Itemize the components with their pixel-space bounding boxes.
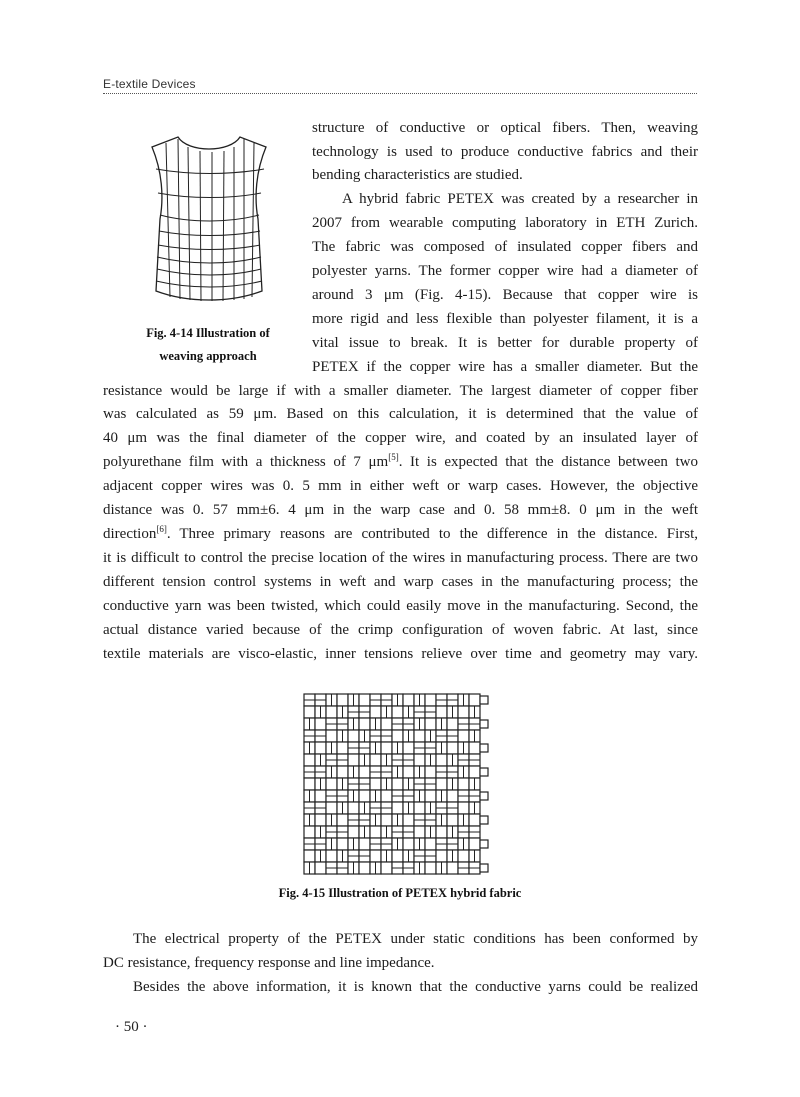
weave-cell (447, 742, 458, 754)
weave-cell (392, 730, 403, 742)
text-line: distance was 0. 57 mm±6. 4 μm in the warp case and 0. 58 mm±8. 0 μm in the weft (103, 502, 698, 518)
weave-cell (425, 790, 436, 802)
selvage-loop (480, 696, 488, 704)
text-line: vital issue to break. It is better for durable property of (312, 335, 698, 351)
weave-cell (337, 766, 348, 778)
weave-cell (425, 766, 436, 778)
weave-cell (315, 814, 326, 826)
weave-cell (326, 850, 337, 862)
weave-cell (425, 838, 436, 850)
text-line: PETEX if the copper wire has a smaller diameter. But the (312, 359, 698, 375)
text-line: polyester yarns. The former copper wire had a diameter of (312, 263, 698, 279)
weave-cell (315, 742, 326, 754)
weave-cell (458, 730, 469, 742)
text-line: was calculated as 59 μm. Based on this calculation, it is determined that the value of (103, 406, 698, 422)
running-header: E-textile Devices (103, 77, 196, 91)
weave-cell (304, 778, 315, 790)
weave-cell (304, 754, 315, 766)
weave-cell (425, 862, 436, 874)
text-line: A hybrid fabric PETEX was created by a researcher in (342, 191, 698, 207)
text-line (103, 524, 698, 544)
selvage-loop (480, 840, 488, 848)
weave-cell (469, 742, 480, 754)
weave-cell (414, 754, 425, 766)
selvage-loop (480, 816, 488, 824)
citation-ref-6[interactable]: [6] (156, 524, 167, 534)
weave-cell (348, 730, 359, 742)
weave-cell (348, 754, 359, 766)
weave-cell (392, 802, 403, 814)
figure-caption-4-15: Fig. 4-15 Illustration of PETEX hybrid fabric (278, 886, 522, 900)
weave-cell (425, 694, 436, 706)
woven-vest-illustration (130, 127, 290, 327)
text-line: 40 μm was the final diameter of the copper wire, and coated by an insulated layer of (103, 430, 698, 446)
weave-cell (392, 706, 403, 718)
text-segment: polyurethane film with a thickness of 7 μm (103, 454, 389, 470)
weave-cell (403, 742, 414, 754)
weave-cell (370, 706, 381, 718)
weave-cell (348, 802, 359, 814)
text-line: bending characteristics are studied. (312, 167, 523, 183)
weave-cell (381, 862, 392, 874)
weave-cell (414, 826, 425, 838)
weave-cell (348, 826, 359, 838)
weave-cell (381, 718, 392, 730)
weave-cell (381, 814, 392, 826)
weave-cell (370, 754, 381, 766)
text-line: Besides the above information, it is known that the conductive yarns could be realized (133, 979, 698, 995)
page-number: · 50 · (115, 1019, 148, 1035)
text-line: different tension control systems in weft and warp cases in the manufacturing process; the (103, 574, 698, 590)
text-line: The electrical property of the PETEX under static conditions has been conformed by (133, 931, 698, 947)
weave-cell (337, 838, 348, 850)
text-line: 2007 from wearable computing laboratory in ETH Zurich. (312, 215, 698, 231)
weave-cell (392, 778, 403, 790)
weave-cell (359, 694, 370, 706)
weave-cell (447, 862, 458, 874)
caption-line: weaving approach (159, 349, 257, 363)
figure-caption-4-14 (118, 322, 298, 368)
weave-cell (337, 742, 348, 754)
weave-cell (304, 826, 315, 838)
weave-cell (469, 838, 480, 850)
text-line: DC resistance, frequency response and line impedance. (103, 955, 435, 971)
weave-cell (315, 718, 326, 730)
weave-cell (326, 802, 337, 814)
caption-line: Fig. 4-14 Illustration of (146, 326, 270, 340)
weave-cell (447, 790, 458, 802)
weave-cell (359, 766, 370, 778)
weave-cell (392, 850, 403, 862)
weave-cell (370, 778, 381, 790)
weave-cell (436, 778, 447, 790)
weave-cell (469, 694, 480, 706)
weave-cell (458, 850, 469, 862)
text-line: more rigid and less flexible than polyester filament, it is a (312, 311, 698, 327)
selvage-loop (480, 792, 488, 800)
weave-cell (414, 730, 425, 742)
weave-cell (326, 730, 337, 742)
weave-cell (326, 706, 337, 718)
text-line: structure of conductive or optical fibers. Then, weaving (312, 120, 698, 136)
weave-cell (304, 850, 315, 862)
text-segment: . Three primary reasons are contributed to the difference in the distance. First, (166, 526, 698, 542)
header-divider (103, 93, 697, 94)
text-segment: . It is expected that the distance between two (398, 454, 699, 470)
text-line: adjacent copper wires was 0. 5 mm in either weft or warp cases. However, the objective (103, 478, 698, 494)
text-line (103, 452, 698, 472)
weave-cell (436, 754, 447, 766)
weave-cell (359, 790, 370, 802)
text-line: actual distance varied because of the crimp configuration of woven fabric. At last, since (103, 622, 698, 638)
weave-cell (370, 826, 381, 838)
weave-cell (447, 814, 458, 826)
weave-cell (414, 802, 425, 814)
weave-cell (370, 850, 381, 862)
text-line: around 3 μm (Fig. 4-15). Because that copper wire is (312, 287, 698, 303)
weave-cell (458, 802, 469, 814)
text-line: The fabric was composed of insulated copper fibers and (312, 239, 698, 255)
selvage-loop (480, 768, 488, 776)
weave-cell (403, 766, 414, 778)
citation-ref-5[interactable]: [5] (388, 452, 399, 462)
weave-cell (436, 850, 447, 862)
text-segment: direction (103, 526, 157, 542)
weave-cell (425, 718, 436, 730)
weave-cell (315, 790, 326, 802)
text-line: it is difficult to control the precise location of the wires in manufacturing process. There are two (103, 550, 698, 566)
weave-cell (469, 814, 480, 826)
selvage-loop (480, 720, 488, 728)
text-line: technology is used to produce conductive fabrics and their (312, 144, 698, 160)
weave-cell (458, 706, 469, 718)
weave-cell (359, 838, 370, 850)
weave-cell (315, 862, 326, 874)
text-line: textile materials are visco-elastic, inner tensions relieve over time and geometry may vary. (103, 646, 698, 662)
selvage-loop (480, 744, 488, 752)
weave-cell (469, 766, 480, 778)
text-line: conductive yarn was been twisted, which could easily move in the manufacturing. Second, the (103, 598, 698, 614)
weave-cell (403, 694, 414, 706)
weave-cell (326, 778, 337, 790)
weave-cell (436, 826, 447, 838)
weave-cell (381, 742, 392, 754)
weave-cell (458, 778, 469, 790)
selvage-loop (480, 864, 488, 872)
weave-cell (304, 706, 315, 718)
weave-cell (381, 790, 392, 802)
weave-cell (403, 814, 414, 826)
text-line: resistance would be large if with a smaller diameter. The largest diameter of copper fiber (103, 383, 698, 399)
weave-pattern-grid (302, 692, 498, 877)
weave-cell (359, 862, 370, 874)
weave-cell (337, 814, 348, 826)
weave-cell (436, 706, 447, 718)
weave-cell (447, 718, 458, 730)
weave-cell (337, 694, 348, 706)
weave-cell (359, 718, 370, 730)
weave-cell (403, 838, 414, 850)
